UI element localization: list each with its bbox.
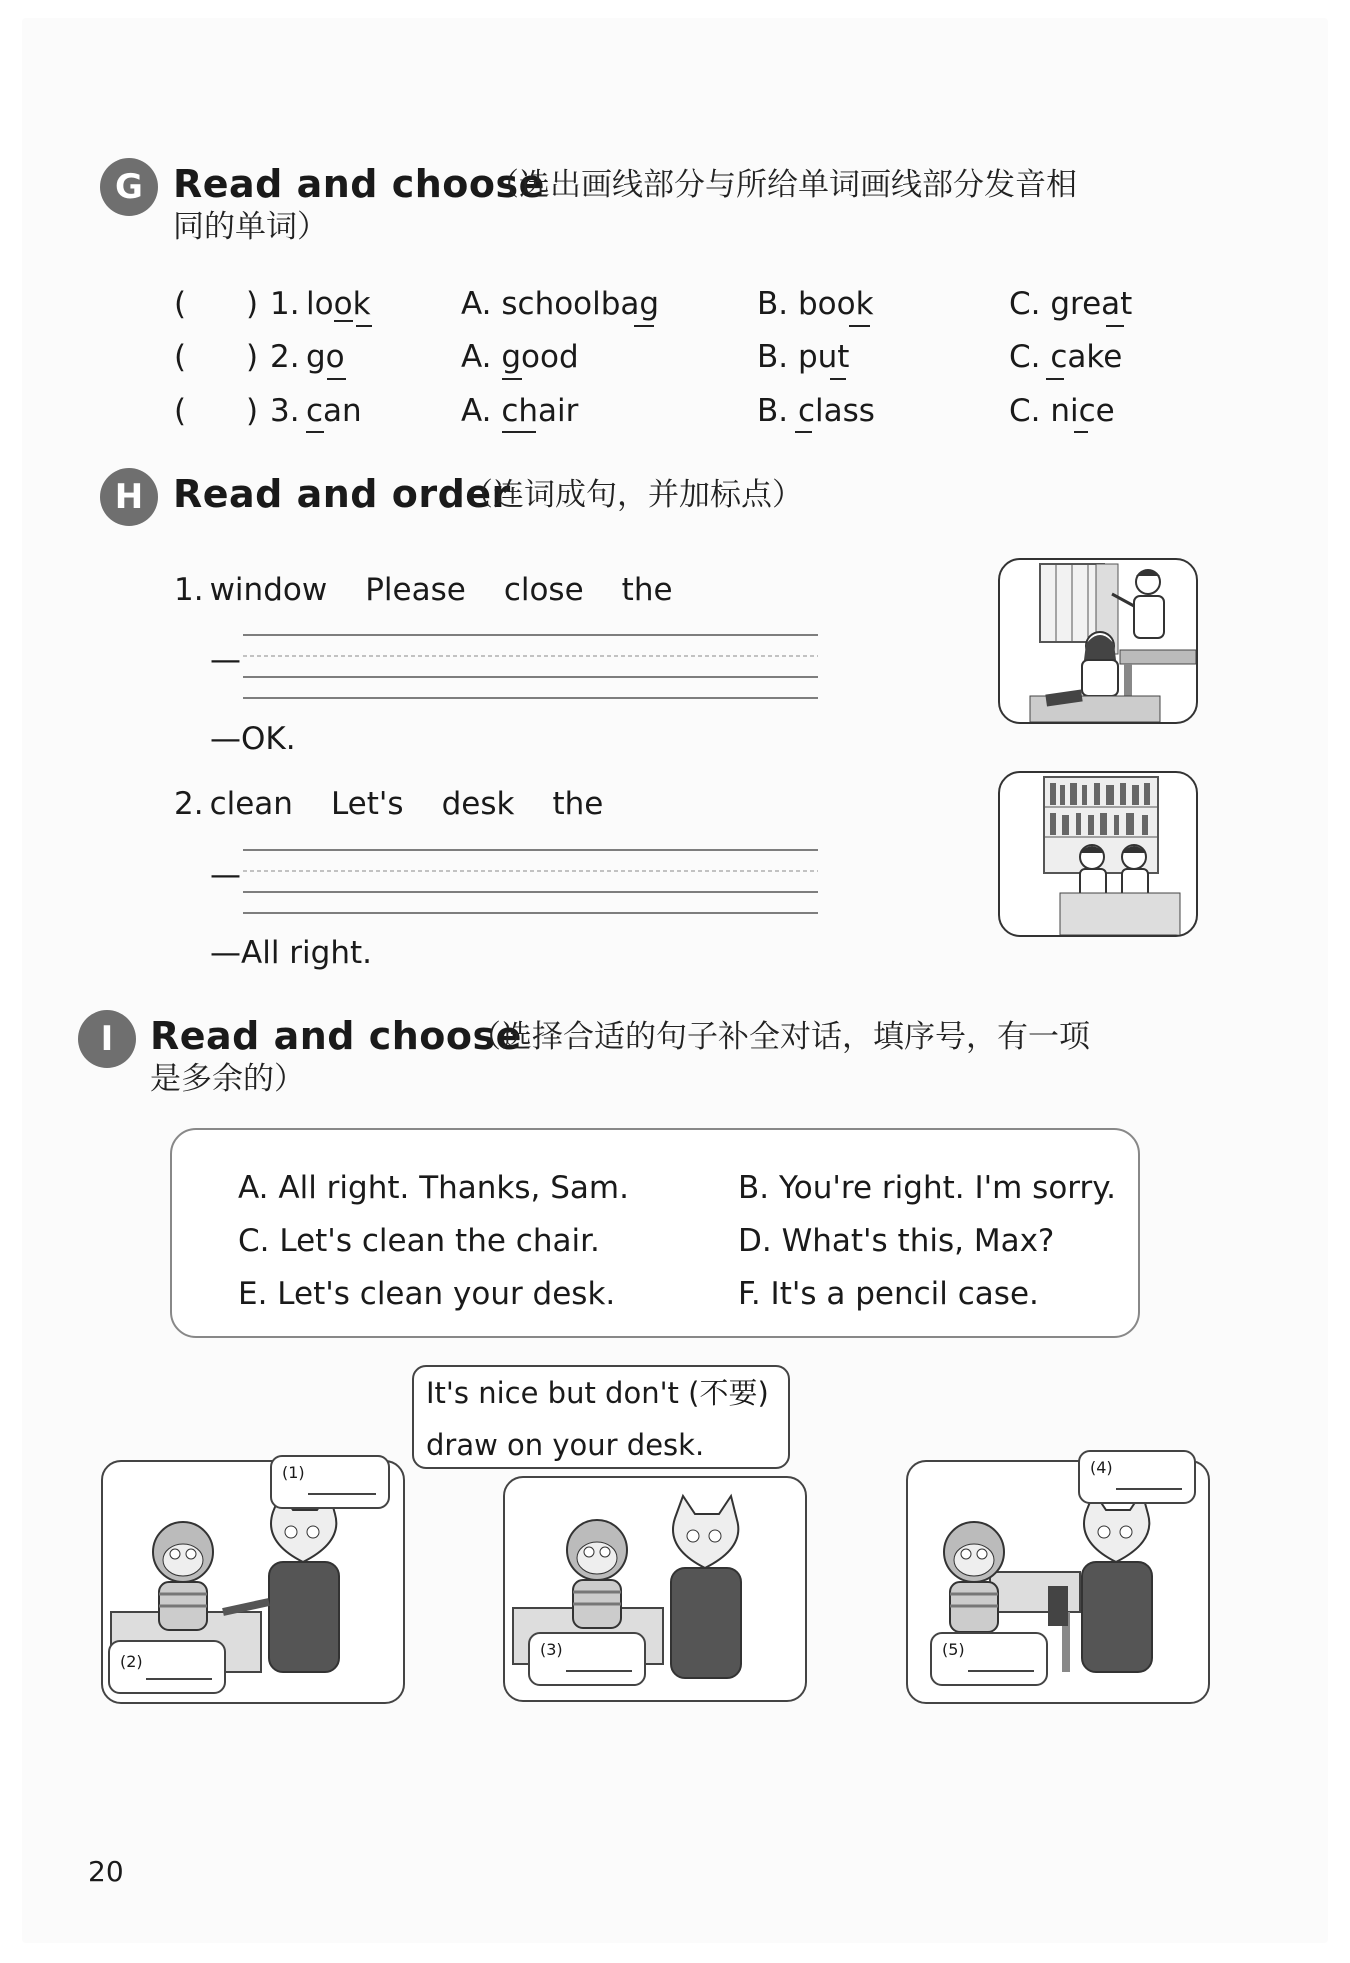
item-number: 2. xyxy=(174,786,204,822)
option-a: A. All right. Thanks, Sam. xyxy=(238,1170,629,1206)
option-a: A. good xyxy=(461,339,579,375)
blank-bubble-3[interactable] xyxy=(528,1632,646,1686)
order-item-2-words xyxy=(174,786,641,822)
section-i-instruction-cont: 是多余的） xyxy=(150,1061,305,1097)
blank-line xyxy=(146,1678,212,1680)
blank-line xyxy=(968,1670,1034,1672)
section-h-title: Read and order xyxy=(173,472,511,516)
blank-bubble-1[interactable] xyxy=(270,1455,390,1509)
speech-bubble-cat xyxy=(412,1365,790,1469)
option-c: C. great xyxy=(1009,286,1133,322)
section-i-instruction: （选择合适的句子补全对话，填序号，有一项 xyxy=(470,1019,1090,1055)
word-tile: the xyxy=(552,786,604,822)
question-number: 3. xyxy=(270,393,300,429)
item-number: 1. xyxy=(174,572,204,608)
answer-paren-open[interactable]: ( xyxy=(174,286,187,322)
order-item-1-words xyxy=(174,572,711,608)
word-tile: Let's xyxy=(330,786,404,822)
blank-bubble-2[interactable] xyxy=(108,1640,226,1694)
option-c: C. nice xyxy=(1009,393,1115,429)
word-tile: close xyxy=(503,572,584,608)
question-word: go xyxy=(306,339,345,375)
word-tile: Please xyxy=(365,572,466,608)
option-e: E. Let's clean your desk. xyxy=(238,1276,616,1312)
blank-line xyxy=(566,1670,632,1672)
answer-writing-lines-2[interactable] xyxy=(243,845,823,917)
section-h-badge: H xyxy=(100,468,158,526)
section-g-title: Read and choose xyxy=(173,162,545,206)
section-i-badge: I xyxy=(78,1010,136,1068)
option-c: C. Let's clean the chair. xyxy=(238,1223,600,1259)
answer-dash: — xyxy=(210,857,241,893)
section-g-instruction-cont: 同的单词） xyxy=(173,209,328,245)
answer-paren-close: ) xyxy=(246,393,259,429)
classroom-window-picture xyxy=(998,558,1198,724)
question-word: look xyxy=(306,286,371,322)
option-b: B. put xyxy=(757,339,850,375)
answer-paren-close: ) xyxy=(246,339,259,375)
section-g-instruction: （选出画线部分与所给单词画线部分发音相 xyxy=(488,167,1077,203)
library-desk-picture xyxy=(998,771,1198,937)
answer-paren-open[interactable]: ( xyxy=(174,339,187,375)
blank-number: (5) xyxy=(942,1640,965,1659)
reply-text: —All right. xyxy=(210,935,372,971)
question-word: can xyxy=(306,393,362,429)
reply-text: —OK. xyxy=(210,721,296,757)
blank-line xyxy=(1116,1488,1182,1490)
section-h-instruction: （连词成句，并加标点） xyxy=(462,477,803,513)
answer-dash: — xyxy=(210,642,241,678)
page-number: 20 xyxy=(88,1855,124,1888)
word-tile: desk xyxy=(441,786,515,822)
section-i-title: Read and choose xyxy=(150,1014,522,1058)
speech-line-1: It's nice but don't (不要) xyxy=(426,1376,769,1410)
speech-line-2: draw on your desk. xyxy=(426,1428,705,1462)
option-c: C. cake xyxy=(1009,339,1123,375)
blank-number: (4) xyxy=(1090,1458,1113,1477)
question-number: 1. xyxy=(270,286,300,322)
question-number: 2. xyxy=(270,339,300,375)
blank-number: (2) xyxy=(120,1652,143,1671)
blank-line xyxy=(308,1493,376,1495)
word-tile: clean xyxy=(209,786,293,822)
answer-paren-close: ) xyxy=(246,286,259,322)
blank-bubble-4[interactable] xyxy=(1078,1450,1196,1504)
option-d: D. What's this, Max? xyxy=(738,1223,1055,1259)
option-a: A. schoolbag xyxy=(461,286,660,322)
option-b: B. book xyxy=(757,286,874,322)
blank-number: (1) xyxy=(282,1463,305,1482)
pronunciation-underlines xyxy=(0,0,1350,450)
answer-writing-lines-1[interactable] xyxy=(243,630,823,702)
word-tile: window xyxy=(209,572,328,608)
option-f: F. It's a pencil case. xyxy=(738,1276,1039,1312)
option-b: B. class xyxy=(757,393,875,429)
answer-paren-open[interactable]: ( xyxy=(174,393,187,429)
blank-bubble-5[interactable] xyxy=(930,1632,1048,1686)
options-box xyxy=(170,1128,1140,1338)
section-g-badge: G xyxy=(100,158,158,216)
option-a: A. chair xyxy=(461,393,579,429)
blank-number: (3) xyxy=(540,1640,563,1659)
word-tile: the xyxy=(621,572,673,608)
option-b: B. You're right. I'm sorry. xyxy=(738,1170,1117,1206)
